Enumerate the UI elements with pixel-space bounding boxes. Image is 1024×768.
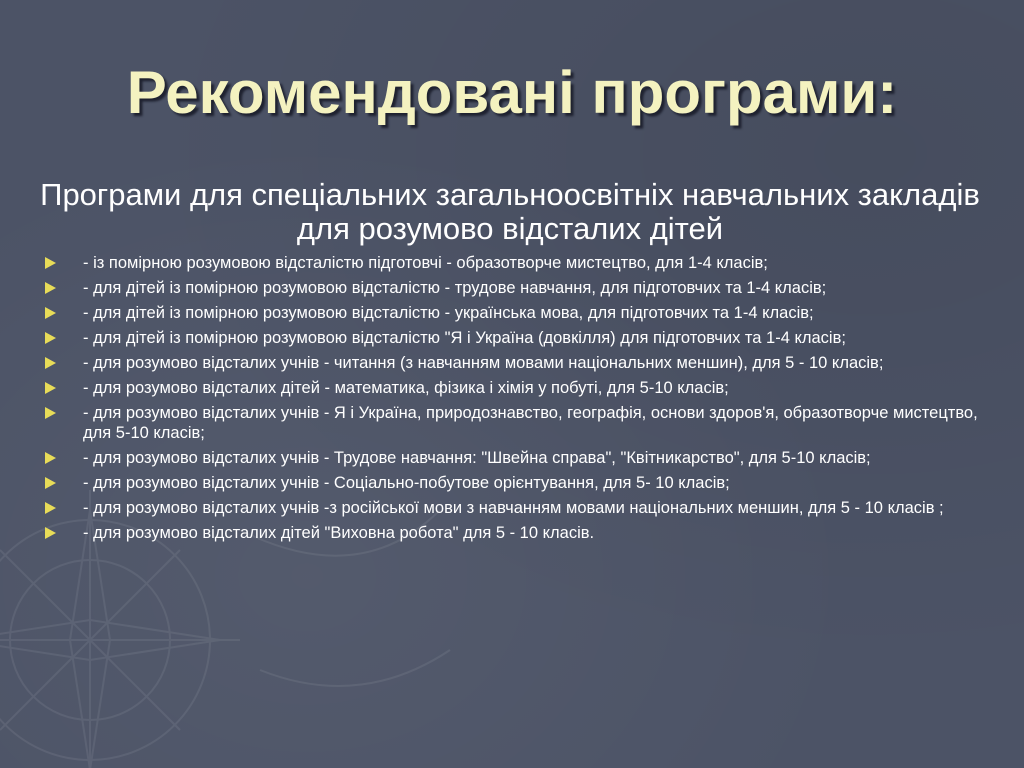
list-item	[45, 403, 980, 443]
list-item-text: - для розумово відсталих дітей - математика, фізика і хімія у побуті, для 5-10 класів;	[83, 379, 729, 397]
list-item	[45, 498, 980, 518]
list-item	[45, 328, 980, 348]
triangle-bullet-icon	[45, 307, 56, 319]
list-item-text: - для розумово відсталих учнів - Трудове навчання: "Швейна справа", "Квітникарство", для 5-10 класів;	[83, 449, 871, 467]
slide-subheading: Програми для спеціальних загальноосвітніх навчальних закладів для розумово відсталих дітей	[40, 177, 980, 246]
list-item-text: - для дітей із помірною розумовою відсталістю - трудове навчання, для підготовчих та 1-4 класів;	[83, 279, 827, 297]
list-item-text: - для розумово відсталих дітей "Виховна робота" для 5 - 10 класів.	[83, 524, 595, 542]
list-item-text: - для розумово відсталих учнів - Соціально-побутове орієнтування, для 5- 10 класів;	[83, 474, 730, 492]
triangle-bullet-icon	[45, 257, 56, 269]
triangle-bullet-icon	[45, 527, 56, 539]
triangle-bullet-icon	[45, 282, 56, 294]
list-item-text: - для розумово відсталих учнів - читання (з навчанням мовами національних меншин), для 5 - 10 класів;	[83, 354, 884, 372]
list-item	[45, 448, 980, 468]
triangle-bullet-icon	[45, 407, 56, 419]
triangle-bullet-icon	[45, 452, 56, 464]
triangle-bullet-icon	[45, 477, 56, 489]
list-item	[45, 303, 980, 323]
list-item	[45, 378, 980, 398]
triangle-bullet-icon	[45, 332, 56, 344]
list-item	[45, 523, 980, 543]
list-item	[45, 473, 980, 493]
list-item	[45, 278, 980, 298]
list-item	[45, 353, 980, 373]
list-item-text: - для дітей із помірною розумовою відсталістю - українська мова, для підготовчих та 1-4 класів;	[83, 304, 814, 322]
triangle-bullet-icon	[45, 382, 56, 394]
triangle-bullet-icon	[45, 502, 56, 514]
list-item-text: - для розумово відсталих учнів -з російської мови з навчанням мовами національних меншин, для 5 - 10 класів ;	[83, 499, 944, 517]
slide-title: Рекомендовані програми:	[126, 59, 898, 126]
list-item-text: - для розумово відсталих учнів - Я і Україна, природознавство, географія, основи здоров'я, образотворче мистецтво, для 5-10 класів;	[83, 404, 978, 442]
triangle-bullet-icon	[45, 357, 56, 369]
list-item-text: - із помірною розумовою відсталістю підготовчі - образотворче мистецтво, для 1-4 класів;	[83, 254, 768, 272]
list-item	[45, 253, 980, 273]
list-item-text: - для дітей із помірною розумовою відсталістю "Я і Україна (довкілля) для підготовчих та 1-4 класів;	[83, 329, 846, 347]
program-list	[45, 253, 980, 548]
